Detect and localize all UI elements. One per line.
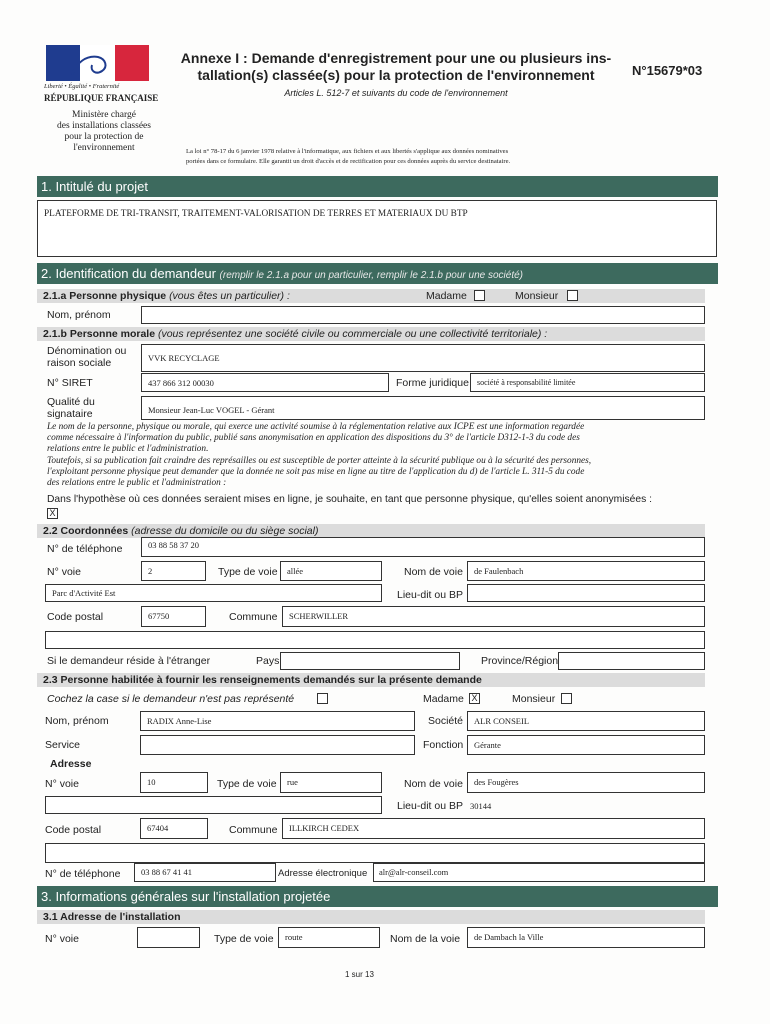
madame-checkbox[interactable] (474, 290, 485, 301)
hab-nom-voie-field[interactable] (467, 772, 705, 793)
denomination-value: VVK RECYCLAGE (148, 353, 220, 363)
hab-cp-field[interactable] (140, 818, 208, 839)
address-complement-field[interactable] (45, 584, 382, 602)
ministry-text: Ministère chargé des installations classées pour la protection de l'environnement (57, 110, 151, 153)
pays-field[interactable] (280, 652, 460, 670)
republic-name: RÉPUBLIQUE FRANÇAISE (44, 93, 159, 103)
code-postal-label: Code postal (47, 611, 104, 623)
flag-icon (46, 45, 149, 81)
install-type-label: Type de voie (214, 933, 274, 945)
nom-prenom-label: Nom, prénom (47, 309, 111, 321)
project-title-field[interactable] (37, 200, 717, 257)
madame-label: Madame (426, 290, 467, 302)
subsection-3-1: 3.1 Adresse de l'installation (37, 910, 705, 924)
monsieur-checkbox[interactable] (567, 290, 578, 301)
form-subtitle: Articles L. 512-7 et suivants du code de l'environnement (284, 88, 508, 98)
type-voie-value: allée (287, 566, 304, 576)
voie-label: N° voie (47, 566, 81, 578)
siret-label: N° SIRET (47, 377, 93, 389)
telephone-field[interactable] (141, 537, 705, 557)
hab-commune-label: Commune (229, 824, 278, 836)
subsection-2-1-a-title: 2.1.a Personne physique (43, 290, 167, 302)
hab-lieu-label: Lieu-dit ou BP (397, 800, 463, 812)
telephone-label: N° de téléphone (47, 543, 123, 555)
hab-tel-value: 03 88 67 41 41 (141, 867, 192, 877)
subsection-2-1-a (37, 289, 705, 303)
hab-nom-label: Nom, prénom (45, 715, 109, 727)
hab-monsieur-label: Monsieur (512, 693, 556, 705)
monsieur-label: Monsieur (515, 290, 559, 302)
page-number: 1 sur 13 (345, 970, 374, 979)
nom-voie-value: de Faulenbach (474, 566, 524, 576)
hab-tel-field[interactable] (134, 863, 276, 882)
hab-nom-field[interactable] (140, 711, 415, 731)
hab-voie-label: N° voie (45, 778, 79, 790)
hab-type-field[interactable] (280, 772, 382, 793)
type-voie-label: Type de voie (218, 566, 278, 578)
voie-value: 2 (148, 566, 153, 576)
lieu-dit-field[interactable] (467, 584, 705, 602)
non-represente-label: Cochez la case si le demandeur n'est pas représenté (47, 693, 295, 705)
service-field[interactable] (140, 735, 415, 755)
install-nom-field[interactable] (467, 927, 705, 948)
code-postal-value: 67750 (148, 611, 170, 621)
nom-voie-field[interactable] (467, 561, 705, 581)
siret-field[interactable] (141, 373, 389, 392)
forme-juridique-label: Forme juridique (396, 377, 469, 389)
hab-type-value: rue (287, 777, 298, 787)
install-nom-value: de Dambach la Ville (474, 932, 544, 942)
province-field[interactable] (558, 652, 705, 670)
hab-commune-value: ILLKIRCH CEDEX (289, 823, 360, 833)
code-postal-field[interactable] (141, 606, 206, 627)
section-1-header: 1. Intitulé du projet (37, 176, 718, 197)
province-label: Province/Région (481, 655, 559, 667)
hab-madame-checkbox[interactable]: X (469, 693, 480, 704)
address-complement-value: Parc d'Activité Est (52, 588, 116, 598)
hab-nom-voie-label: Nom de voie (404, 778, 463, 790)
nom-voie-label: Nom de voie (404, 566, 463, 578)
hab-monsieur-checkbox[interactable] (561, 693, 572, 704)
republic-motto: Liberté • Égalité • Fraternité (44, 83, 120, 90)
anonymisation-label: Dans l'hypothèse où ces données seraient mises en ligne, je souhaite, en tant que personne physique, qu'elles soient anonymisées : (47, 494, 652, 505)
hab-madame-label: Madame (423, 693, 464, 705)
nom-prenom-field[interactable] (141, 306, 705, 324)
forme-juridique-value: société à responsabilité limitée (477, 378, 576, 387)
install-voie-label: N° voie (45, 933, 79, 945)
qualite-label: Qualité du signataire (47, 396, 95, 420)
hab-type-label: Type de voie (217, 778, 277, 790)
subsection-2-1-b-note: (vous représentez une société civile ou commerciale ou une collectivité territoriale) : (157, 328, 548, 340)
mail-value: alr@alr-conseil.com (379, 867, 449, 877)
fonction-value: Gérante (474, 740, 501, 750)
type-voie-field[interactable] (280, 561, 382, 581)
fonction-field[interactable] (467, 735, 705, 755)
hab-voie-value: 10 (147, 777, 156, 787)
hab-tel-label: N° de téléphone (45, 868, 121, 880)
hab-nom-value: RADIX Anne-Lise (147, 716, 212, 726)
hab-commune-field[interactable] (282, 818, 705, 839)
hab-lieu-value: 30144 (470, 801, 492, 811)
non-represente-checkbox[interactable] (317, 693, 328, 704)
hab-address-extra-field[interactable] (45, 796, 382, 814)
subsection-2-2-title: 2.2 Coordonnées (43, 525, 129, 537)
install-type-field[interactable] (278, 927, 380, 948)
societe-label: Société (428, 715, 464, 727)
telephone-value: 03 88 58 37 20 (148, 540, 199, 550)
section-3-header: 3. Informations générales sur l'installation projetée (37, 886, 718, 907)
forme-juridique-field[interactable] (470, 373, 705, 392)
subsection-2-1-a-note: (vous êtes un particulier) : (169, 290, 290, 302)
service-label: Service (45, 739, 81, 751)
societe-field[interactable] (467, 711, 705, 731)
hab-nom-voie-value: des Fougères (474, 777, 519, 787)
denomination-field[interactable] (141, 344, 705, 372)
commune-field[interactable] (282, 606, 705, 627)
mail-field[interactable] (373, 863, 705, 882)
privacy-notice: La loi n° 78-17 du 6 janvier 1978 relative à l'informatique, aux fichiers et aux libertés s'applique aux données nominatives portées dans ce formulaire. Elle garantit un droit d'accès et de rectification pour ces données auprès du service destinataire. (186, 148, 511, 165)
hab-cp-value: 67404 (147, 823, 169, 833)
install-nom-label: Nom de la voie (390, 933, 461, 945)
section-2-note: (remplir le 2.1.a pour un particulier, remplir le 2.1.b pour une société) (219, 270, 524, 281)
publication-notice: Le nom de la personne, physique ou morale, qui exerce une activité soumise à la réglementation relative aux ICPE est une information regardée comme nécessaire à l'information du public, publié sans anonymisation en application des dispositions du 3° de l'article D312-1-3 du code des relations entre le public et l'administration. Toutefois, si sa publication fait craindre des représailles ou est susceptible de porter atteinte à la sécurité publique ou à la sécurité des personnes, l'exploitant personne physique peut demander que la donnée ne soit pas mise en ligne au titre de l'application du d) de l'article L. 311-5 du code des relations entre le public et l'administration : (47, 422, 592, 489)
subsection-2-3: 2.3 Personne habilitée à fournir les renseignements demandés sur la présente demande (37, 673, 705, 687)
pays-label: Pays (256, 655, 280, 667)
lieu-dit-label: Lieu-dit ou BP (397, 589, 463, 601)
subsection-2-1-b-title: 2.1.b Personne morale (43, 328, 156, 340)
denomination-label: Dénomination ou raison sociale (47, 345, 127, 369)
project-title-value: PLATEFORME DE TRI-TRANSIT, TRAITEMENT-VALORISATION DE TERRES ET MATERIAUX DU BTP (44, 209, 468, 219)
marianne-logo (46, 45, 149, 81)
cerfa-number: N°15679*03 (632, 63, 703, 78)
form-title: Annexe I : Demande d'enregistrement pour une ou plusieurs ins- tallation(s) classée(s) pour la protection de l'environnement (180, 50, 612, 83)
hab-address-extra2-field[interactable] (45, 843, 705, 863)
install-type-value: route (285, 932, 303, 942)
qualite-value: Monsieur Jean-Luc VOGEL - Gérant (148, 405, 275, 415)
section-2-header (37, 263, 718, 284)
section-2-title: 2. Identification du demandeur (41, 266, 216, 281)
install-voie-field[interactable] (137, 927, 200, 948)
mail-label: Adresse électronique (278, 868, 368, 879)
subsection-2-2-note: (adresse du domicile ou du siège social) (131, 525, 319, 537)
fonction-label: Fonction (423, 739, 464, 751)
commune-label: Commune (229, 611, 278, 623)
siret-value: 437 866 312 00030 (148, 378, 214, 388)
adresse-label: Adresse (50, 758, 92, 770)
address-extra-field[interactable] (45, 631, 705, 649)
qualite-field[interactable] (141, 396, 705, 420)
hab-cp-label: Code postal (45, 824, 102, 836)
hab-voie-field[interactable] (140, 772, 208, 793)
subsection-2-1-b (37, 327, 705, 341)
etranger-label: Si le demandeur réside à l'étranger (47, 655, 211, 667)
subsection-2-2 (37, 524, 705, 538)
voie-field[interactable] (141, 561, 206, 581)
commune-value: SCHERWILLER (289, 611, 349, 621)
anonymisation-checkbox[interactable]: X (47, 508, 58, 519)
societe-value: ALR CONSEIL (474, 716, 530, 726)
